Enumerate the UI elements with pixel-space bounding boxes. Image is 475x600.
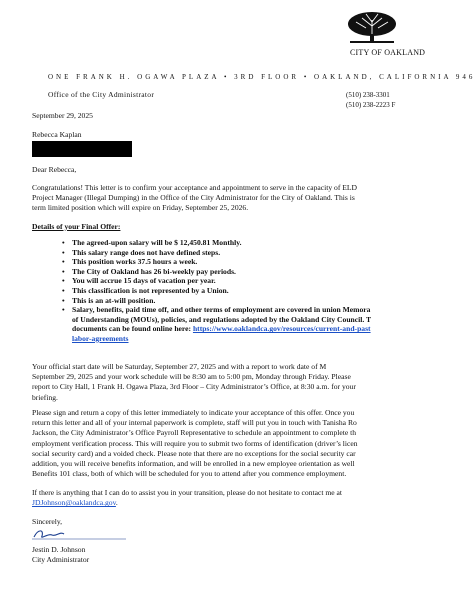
list-item: • This position works 37.5 hours a week.: [62, 257, 198, 267]
list-item-benefits: • Salary, benefits, paid time off, and other terms of employment are covered in union Memora of Understanding (MOUs), policies, and regulations adopted by the Oakland City Council. T documents can be found online here: https://www.oaklandca.gov/resources/current-and-past labor-agreements: [32, 305, 412, 343]
logo-text: CITY OF OAKLAND: [350, 48, 426, 57]
offer-terms-list: [32, 238, 412, 344]
intro-line: Congratulations! This letter is to confirm your acceptance and appointment to serve in the capacity of ELD: [32, 183, 358, 192]
intro-line: Project Manager (Illegal Dumping) in the Office of the City Administrator for the City of Oakland. This is: [32, 193, 355, 203]
sign-line: employment verification process. This will require you to submit two forms of identification (driver’s licen: [32, 438, 358, 448]
start-line: report to City Hall, 1 Frank H. Ogawa Plaza, 3rd Floor – City Administrator’s Office, at 8:30 a.m. for your: [32, 382, 356, 392]
labor-agreements-link-cont[interactable]: labor-agreements: [72, 333, 129, 343]
questions-line: If there is anything that I can do to assist you in your transition, please do not hesitate to contact me at: [32, 488, 343, 497]
redacted-address: [32, 141, 132, 157]
signature-image: [30, 527, 130, 541]
salutation: Dear Rebecca,: [32, 165, 77, 174]
signer-title: City Administrator: [32, 554, 90, 564]
sign-line: Jackson, the City Administrator’s Office Payroll Representative to schedule an appointment to complete th: [32, 428, 357, 438]
closing: Sincerely,: [32, 517, 63, 526]
phone-number: (510) 238-3301: [346, 91, 390, 99]
letterhead-address: ONE FRANK H. OGAWA PLAZA • 3RD FLOOR • OAKLAND, CALIFORNIA 946: [48, 73, 475, 81]
list-item: • This classification is not represented by a Union.: [62, 285, 229, 295]
intro-line: term limited position which will expire on Friday, September 25, 2026.: [32, 203, 249, 213]
intro-paragraph: [32, 183, 412, 214]
start-line: briefing.: [32, 392, 58, 402]
benefits-line: documents can be found online here:: [72, 324, 193, 334]
offer-heading: Details of your Final Offer:: [32, 222, 121, 231]
letter-date: September 29, 2025: [32, 111, 93, 120]
sign-line: addition, you will receive benefits information, and will be enrolled in a new employee orientation as well: [32, 459, 355, 469]
benefits-line: Salary, benefits, paid time off, and other terms of employment are covered in union Memora: [72, 305, 371, 315]
sign-line: Benefits 101 class, both of which will be scheduled for you to attend after you commence employment.: [32, 469, 347, 479]
office-name: Office of the City Administrator: [48, 90, 155, 99]
list-item: • The City of Oakland has 26 bi-weekly pay periods.: [62, 266, 236, 276]
signature-block: [32, 545, 89, 564]
start-line: September 29, 2025 and your work schedule will be 8:30 am to 5:00 pm, Monday through Friday. Please: [32, 372, 351, 382]
questions-paragraph: [32, 488, 412, 508]
city-logo: [336, 10, 426, 60]
list-item: • This salary range does not have defined steps.: [62, 247, 221, 257]
list-item: • You will accrue 15 days of vacation per year.: [62, 276, 216, 286]
sign-line: social security card) and a voided check. Please note that there are no exceptions for the social security car: [32, 448, 356, 458]
sign-return-paragraph: [32, 408, 412, 479]
sign-line: Please sign and return a copy of this letter immediately to indicate your acceptance of this offer. Once you: [32, 408, 355, 417]
benefits-line: of Understanding (MOUs), policies, and regulations adopted by the Oakland City Council. T: [72, 314, 372, 324]
list-item: • This is an at-will position.: [62, 295, 156, 305]
recipient-name: Rebecca Kaplan: [32, 130, 82, 139]
labor-agreements-link[interactable]: https://www.oaklandca.gov/resources/current-and-past: [192, 324, 371, 334]
start-line: Your official start date will be Saturday, September 27, 2025 and with a report to work date of M: [32, 362, 327, 371]
email-link[interactable]: JDJohnson@oaklandca.gov: [32, 498, 116, 508]
contact-numbers: [346, 90, 395, 110]
fax-number: (510) 238-2223 F: [346, 101, 396, 109]
list-item: • The agreed-upon salary will be $ 12,450.81 Monthly.: [62, 238, 242, 247]
email-period: .: [115, 498, 118, 508]
oak-tree-icon: [344, 10, 400, 48]
start-date-paragraph: [32, 362, 412, 403]
sign-line: return this letter and all of your internal paperwork is complete, staff will put you in touch with Tanisha Ro: [32, 418, 357, 428]
signer-name: Jestin D. Johnson: [32, 545, 86, 554]
